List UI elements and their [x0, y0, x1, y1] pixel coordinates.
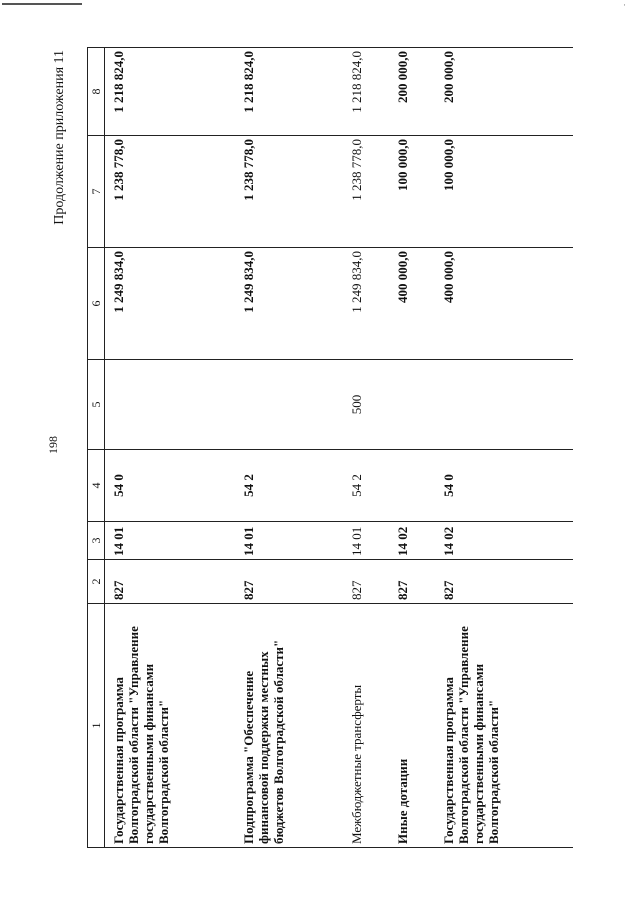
cell-amount-7: 100 000,0: [389, 136, 435, 248]
cell-amount-8: 1 218 824,0: [235, 48, 343, 136]
column-header-3: 3: [88, 522, 105, 560]
corner-mark: ·: [623, 0, 626, 10]
header-row: [88, 48, 105, 848]
cell-amount-7: 1 238 778,0: [105, 136, 236, 248]
cell-amount-8: 1 218 824,0: [343, 48, 389, 136]
row-name: Межбюджетные трансферты: [343, 604, 389, 848]
cell-amount-6: 400 000,0: [389, 248, 435, 360]
cell-program: 54 0: [435, 450, 573, 522]
table-row: [235, 48, 343, 848]
cell-amount-6: 400 000,0: [435, 248, 573, 360]
continuation-caption: Продолжение приложения 11: [52, 50, 67, 225]
cell-amount-8: 200 000,0: [435, 48, 573, 136]
cell-program: 54 2: [343, 450, 389, 522]
cell-code: 827: [389, 560, 435, 604]
column-header-4: 4: [88, 450, 105, 522]
cell-type: [235, 360, 343, 450]
row-name: Иные дотации: [389, 604, 435, 848]
column-header-5: 5: [88, 360, 105, 450]
cell-amount-7: 100 000,0: [435, 136, 573, 248]
cell-program: 54 2: [235, 450, 343, 522]
cell-amount-8: 200 000,0: [389, 48, 435, 136]
row-name: Государственная программа Волгоградской области "Управление государственными финансами Волгоградской области": [435, 604, 573, 848]
column-header-6: 6: [88, 248, 105, 360]
cell-amount-6: 1 249 834,0: [235, 248, 343, 360]
cell-section: 14 02: [389, 522, 435, 560]
table-row: [105, 48, 236, 848]
cell-amount-8: 1 218 824,0: [105, 48, 236, 136]
cell-program: 54 0: [105, 450, 236, 522]
column-header-7: 7: [88, 136, 105, 248]
column-header-1: 1: [88, 604, 105, 848]
column-header-2: 2: [88, 560, 105, 604]
cell-code: 827: [235, 560, 343, 604]
cell-type: [435, 360, 573, 450]
table-row: [435, 48, 573, 848]
table-row: [343, 48, 389, 848]
page-number: 198: [46, 436, 60, 454]
cell-amount-6: 1 249 834,0: [343, 248, 389, 360]
cell-section: 14 01: [235, 522, 343, 560]
budget-table: [87, 47, 573, 848]
cell-section: 14 01: [343, 522, 389, 560]
cell-type: 500: [343, 360, 389, 450]
cell-amount-7: 1 238 778,0: [343, 136, 389, 248]
row-name: Подпрограмма "Обеспечение финансовой поддержки местных бюджетов Волгоградской области": [235, 604, 343, 848]
cell-code: 827: [435, 560, 573, 604]
table-row: [389, 48, 435, 848]
cell-type: [105, 360, 236, 450]
cell-amount-6: 1 249 834,0: [105, 248, 236, 360]
row-name: Государственная программа Волгоградской области "Управление государственными финансами Волгоградской области": [105, 604, 236, 848]
cell-section: 14 01: [105, 522, 236, 560]
cell-type: [389, 360, 435, 450]
cell-section: 14 02: [435, 522, 573, 560]
cell-code: 827: [105, 560, 236, 604]
cell-code: 827: [343, 560, 389, 604]
column-header-8: 8: [88, 48, 105, 136]
cell-amount-7: 1 238 778,0: [235, 136, 343, 248]
cell-program: [389, 450, 435, 522]
